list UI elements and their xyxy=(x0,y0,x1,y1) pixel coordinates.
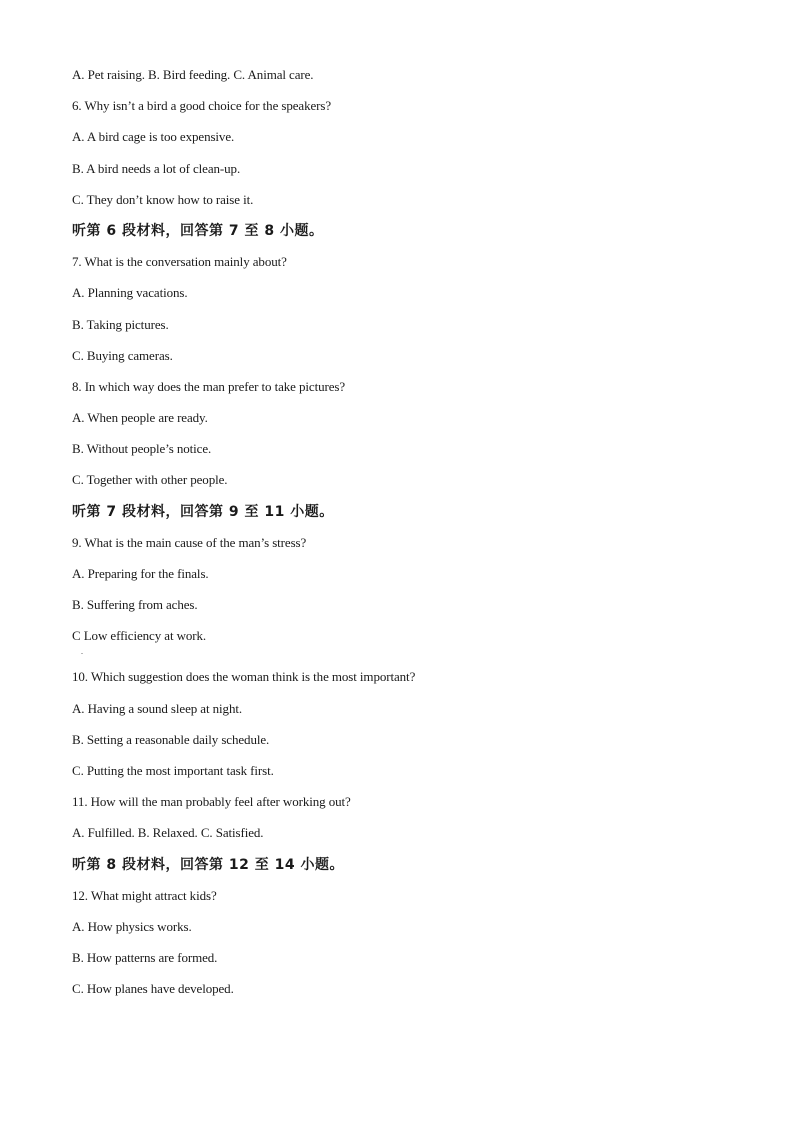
question-12: 12. What might attract kids? xyxy=(72,887,217,903)
section-heading-7: 听第 7 段材料，回答第 9 至 11 小题。 xyxy=(72,503,334,520)
option-line: B. Without people’s notice. xyxy=(72,441,212,457)
question-10: 10. Which suggestion does the woman think is the most important? xyxy=(72,669,416,685)
option-line: C Low efficiency at work. xyxy=(72,628,207,644)
section-heading-8: 听第 8 段材料，回答第 12 至 14 小题。 xyxy=(72,856,344,873)
option-line: B. Taking pictures. xyxy=(72,316,169,332)
option-line: C. Together with other people. xyxy=(72,472,228,488)
section-heading-6: 听第 6 段材料，回答第 7 至 8 小题。 xyxy=(72,222,324,239)
option-line: B. Suffering from aches. xyxy=(72,597,198,613)
option-line: C. Buying cameras. xyxy=(72,347,173,363)
question-11: 11. How will the man probably feel after working out? xyxy=(72,794,351,810)
option-line: A. Fulfilled. B. Relaxed. C. Satisfied. xyxy=(72,825,264,841)
question-6: 6. Why isn’t a bird a good choice for the speakers? xyxy=(72,98,332,114)
option-line: B. How patterns are formed. xyxy=(72,950,218,966)
question-9: 9. What is the main cause of the man’s stress? xyxy=(72,534,307,550)
option-line: A. A bird cage is too expensive. xyxy=(72,129,235,145)
option-line: A. Preparing for the finals. xyxy=(72,566,209,581)
option-line: C. Putting the most important task first. xyxy=(72,762,274,778)
question-8: 8. In which way does the man prefer to take pictures? xyxy=(72,378,346,394)
option-line: B. Setting a reasonable daily schedule. xyxy=(72,731,270,747)
option-line: C. They don’t know how to raise it. xyxy=(72,191,254,207)
stray-mark: . xyxy=(81,647,83,656)
document-page xyxy=(72,66,752,1011)
option-line: A. Pet raising. B. Bird feeding. C. Animal care. xyxy=(72,67,314,82)
option-line: C. How planes have developed. xyxy=(72,981,234,997)
option-line: A. Having a sound sleep at night. xyxy=(72,700,243,716)
option-line: B. A bird needs a lot of clean-up. xyxy=(72,160,241,176)
option-line: A. When people are ready. xyxy=(72,410,208,426)
option-line: A. Planning vacations. xyxy=(72,285,188,301)
question-7: 7. What is the conversation mainly about? xyxy=(72,254,287,270)
option-line: A. How physics works. xyxy=(72,918,192,934)
